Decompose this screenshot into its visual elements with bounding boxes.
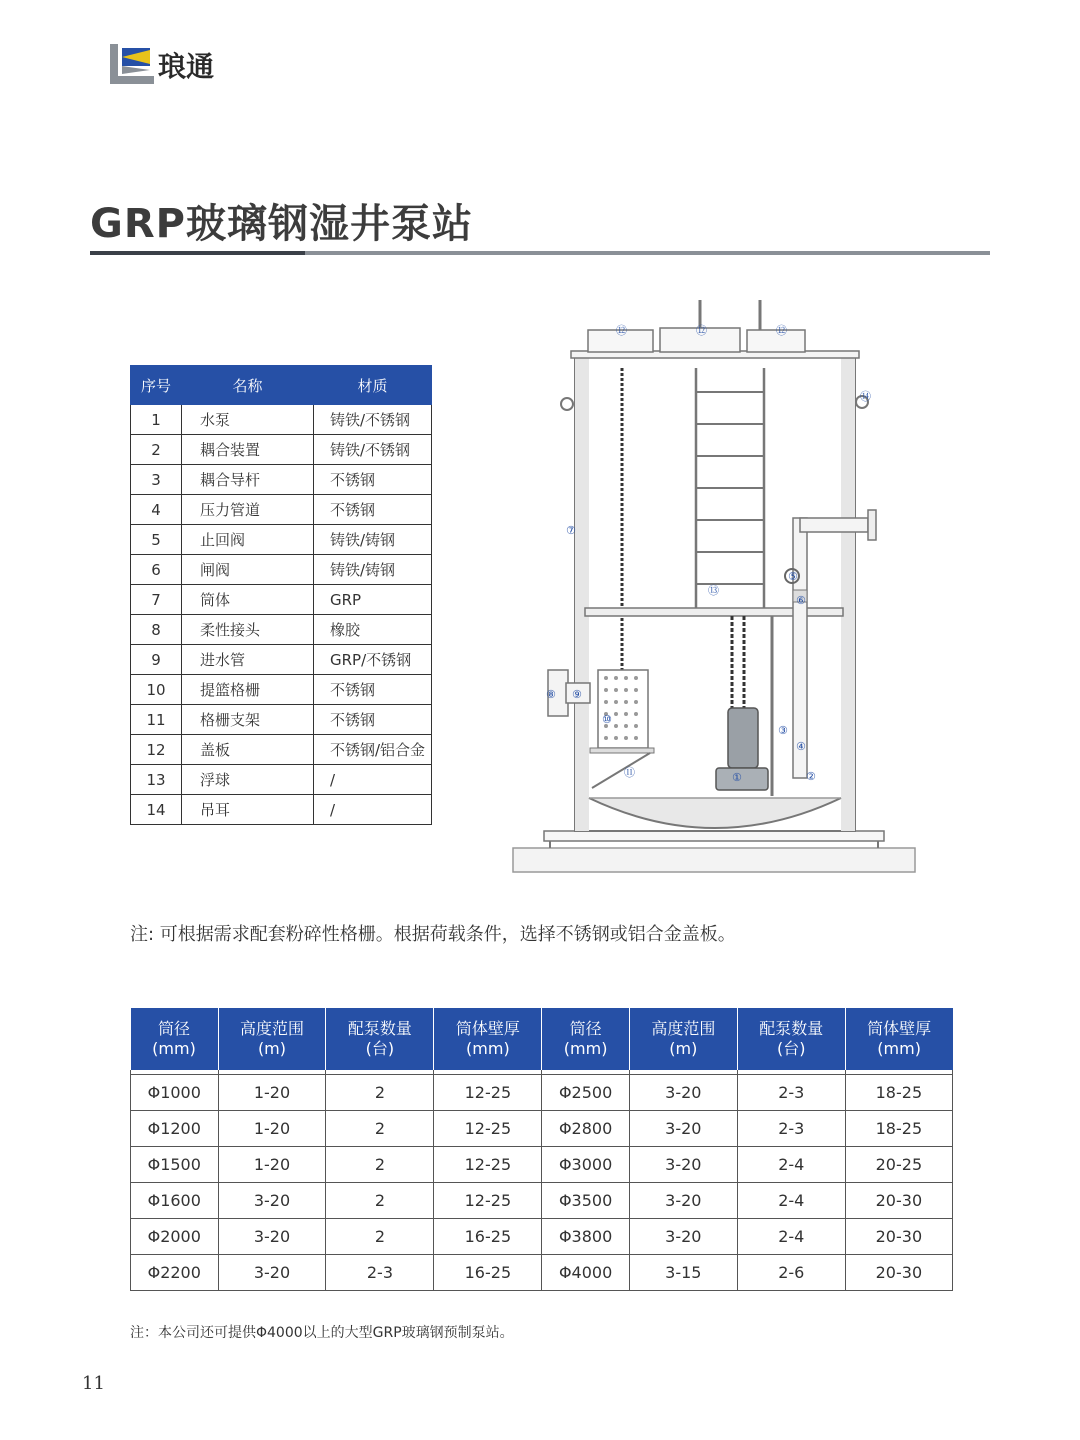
part-name: 筒体 [182,585,314,615]
spec-cell: 2-3 [326,1255,434,1291]
spec-cell: 3-20 [629,1183,737,1219]
spec-header-cell [542,1008,630,1070]
parts-header-material: 材质 [314,366,432,405]
part-index: 9 [131,645,182,675]
callout-12b: ⑫ [696,324,707,337]
parts-row [131,405,432,435]
part-material: GRP/不锈钢 [314,645,432,675]
part-material: / [314,765,432,795]
logo-mark-icon [110,44,154,84]
parts-row [131,525,432,555]
spec-cell: 3-15 [629,1255,737,1291]
spec-header-cell [737,1008,845,1070]
spec-cell: Φ2000 [131,1219,219,1255]
spec-cell: 1-20 [218,1075,326,1111]
part-index: 7 [131,585,182,615]
spec-header-unit: (mm) [877,1039,921,1058]
spec-header-label: 高度范围 [651,1019,716,1038]
spec-cell: 16-25 [434,1255,542,1291]
spec-cell: Φ3000 [542,1147,630,1183]
part-index: 4 [131,495,182,525]
spec-row [131,1219,953,1255]
part-name: 提篮格栅 [182,675,314,705]
callout-9: ⑨ [572,688,582,701]
spec-cell: 3-20 [629,1075,737,1111]
parts-row [131,735,432,765]
callout-7: ⑦ [566,524,576,537]
spec-cell: 20-30 [845,1255,952,1291]
part-material: 橡胶 [314,615,432,645]
part-material: 不锈钢 [314,495,432,525]
spec-cell: 2-4 [737,1147,845,1183]
spec-header-cell [434,1008,542,1070]
part-index: 13 [131,765,182,795]
part-index: 8 [131,615,182,645]
part-index: 12 [131,735,182,765]
brand-name: 琅通 [158,50,215,83]
spec-cell: 2-3 [737,1075,845,1111]
spec-cell: Φ2200 [131,1255,219,1291]
spec-table [130,1008,953,1291]
spec-header-unit: (台) [777,1039,806,1058]
spec-cell: Φ3800 [542,1219,630,1255]
part-name: 浮球 [182,765,314,795]
callout-4: ④ [796,740,806,753]
spec-header-label: 筒体壁厚 [867,1019,932,1038]
parts-row [131,615,432,645]
capacity-note: 注：本公司还可提供Φ4000以上的大型GRP玻璃钢预制泵站。 [130,1325,514,1341]
callout-8: ⑧ [546,688,556,701]
callout-13: ⑬ [708,584,719,597]
part-material: GRP [314,585,432,615]
part-name: 格栅支架 [182,705,314,735]
part-index: 2 [131,435,182,465]
spec-cell: 1-20 [218,1147,326,1183]
spec-header-unit: (m) [669,1039,698,1058]
callout-11: ⑪ [624,766,635,779]
spec-cell: 2 [326,1183,434,1219]
spec-cell: Φ4000 [542,1255,630,1291]
callout-12a: ⑫ [616,324,627,337]
spec-row [131,1075,953,1111]
part-name: 吊耳 [182,795,314,825]
spec-header-unit: (mm) [466,1039,510,1058]
spec-cell: 3-20 [629,1111,737,1147]
part-name: 止回阀 [182,525,314,555]
parts-row [131,765,432,795]
spec-header-unit: (mm) [563,1039,608,1058]
spec-header-cell [326,1008,434,1070]
spec-header-label: 筒径 [157,1019,190,1038]
spec-header-cell [845,1008,952,1070]
spec-cell: 12-25 [434,1147,542,1183]
spec-cell: Φ1600 [131,1183,219,1219]
spec-cell: Φ3500 [542,1183,630,1219]
spec-cell: Φ1200 [131,1111,219,1147]
part-index: 6 [131,555,182,585]
parts-header-name: 名称 [182,366,314,405]
spec-cell: 3-20 [629,1147,737,1183]
spec-row [131,1183,953,1219]
part-name: 盖板 [182,735,314,765]
spec-cell: Φ2500 [542,1075,630,1111]
part-name: 耦合导杆 [182,465,314,495]
spec-header-cell [131,1008,219,1070]
spec-cell: Φ1500 [131,1147,219,1183]
part-material: / [314,795,432,825]
part-index: 1 [131,405,182,435]
parts-header-index: 序号 [131,366,182,405]
spec-header-label: 筒体壁厚 [455,1019,520,1038]
parts-row [131,795,432,825]
spec-cell: 20-30 [845,1183,952,1219]
spec-cell: 12-25 [434,1111,542,1147]
spec-header-cell [629,1008,737,1070]
brand-logo [110,44,214,84]
spec-header-label: 配泵数量 [759,1019,824,1038]
parts-row [131,705,432,735]
parts-row [131,435,432,465]
part-index: 11 [131,705,182,735]
part-material: 铸铁/铸钢 [314,555,432,585]
page-title: GRP玻璃钢湿井泵站 [90,201,473,247]
spec-cell: Φ1000 [131,1075,219,1111]
spec-cell: 2-6 [737,1255,845,1291]
spec-header-cell [218,1008,326,1070]
part-material: 不锈钢 [314,705,432,735]
part-material: 不锈钢 [314,675,432,705]
part-name: 进水管 [182,645,314,675]
callout-1: ① [732,771,742,784]
spec-cell: Φ2800 [542,1111,630,1147]
option-note: 注: 可根据需求配套粉碎性格栅。根据荷载条件，选择不锈钢或铝合金盖板。 [130,924,736,945]
callout-10: ⑩ [602,713,612,726]
spec-cell: 3-20 [218,1183,326,1219]
spec-cell: 2 [326,1147,434,1183]
parts-row [131,465,432,495]
part-index: 14 [131,795,182,825]
spec-cell: 18-25 [845,1075,952,1111]
part-material: 铸铁/不锈钢 [314,405,432,435]
spec-cell: 3-20 [218,1219,326,1255]
spec-cell: 12-25 [434,1183,542,1219]
parts-row [131,555,432,585]
parts-row [131,645,432,675]
spec-cell: 12-25 [434,1075,542,1111]
part-name: 闸阀 [182,555,314,585]
callout-5: ⑤ [788,570,798,583]
part-index: 3 [131,465,182,495]
spec-cell: 2-4 [737,1183,845,1219]
part-name: 压力管道 [182,495,314,525]
parts-row [131,495,432,525]
pump-station-diagram [510,298,920,882]
spec-cell: 3-20 [218,1255,326,1291]
spec-cell: 20-30 [845,1219,952,1255]
part-name: 水泵 [182,405,314,435]
spec-row [131,1255,953,1291]
spec-header-label: 高度范围 [239,1019,304,1038]
spec-header-label: 配泵数量 [347,1019,412,1038]
spec-cell: 20-25 [845,1147,952,1183]
parts-header-row [131,366,432,405]
title-divider-accent [90,251,305,255]
parts-row [131,675,432,705]
spec-cell: 2 [326,1075,434,1111]
spec-header-unit: (m) [257,1039,287,1058]
callout-12c: ⑫ [776,324,787,337]
spec-cell: 2-3 [737,1111,845,1147]
spec-cell: 3-20 [629,1219,737,1255]
spec-header-unit: (台) [365,1039,395,1058]
spec-row [131,1147,953,1183]
part-name: 柔性接头 [182,615,314,645]
spec-cell: 18-25 [845,1111,952,1147]
callout-14: ⑭ [860,390,871,403]
page-number: 11 [82,1373,105,1394]
part-material: 不锈钢 [314,465,432,495]
part-material: 铸铁/铸钢 [314,525,432,555]
spec-header-row [131,1008,953,1070]
part-material: 不锈钢/铝合金 [314,735,432,765]
part-index: 10 [131,675,182,705]
spec-header-unit: (mm) [152,1039,196,1058]
callout-3: ③ [778,724,788,737]
spec-cell: 2 [326,1111,434,1147]
spec-cell: 2-4 [737,1219,845,1255]
callout-2: ② [806,770,816,783]
parts-table [130,365,432,825]
spec-cell: 1-20 [218,1111,326,1147]
part-material: 铸铁/不锈钢 [314,435,432,465]
spec-row [131,1111,953,1147]
part-index: 5 [131,525,182,555]
spec-cell: 2 [326,1219,434,1255]
part-name: 耦合装置 [182,435,314,465]
spec-cell: 16-25 [434,1219,542,1255]
parts-row [131,585,432,615]
callout-6: ⑥ [796,594,806,607]
spec-header-label: 筒径 [569,1019,602,1038]
